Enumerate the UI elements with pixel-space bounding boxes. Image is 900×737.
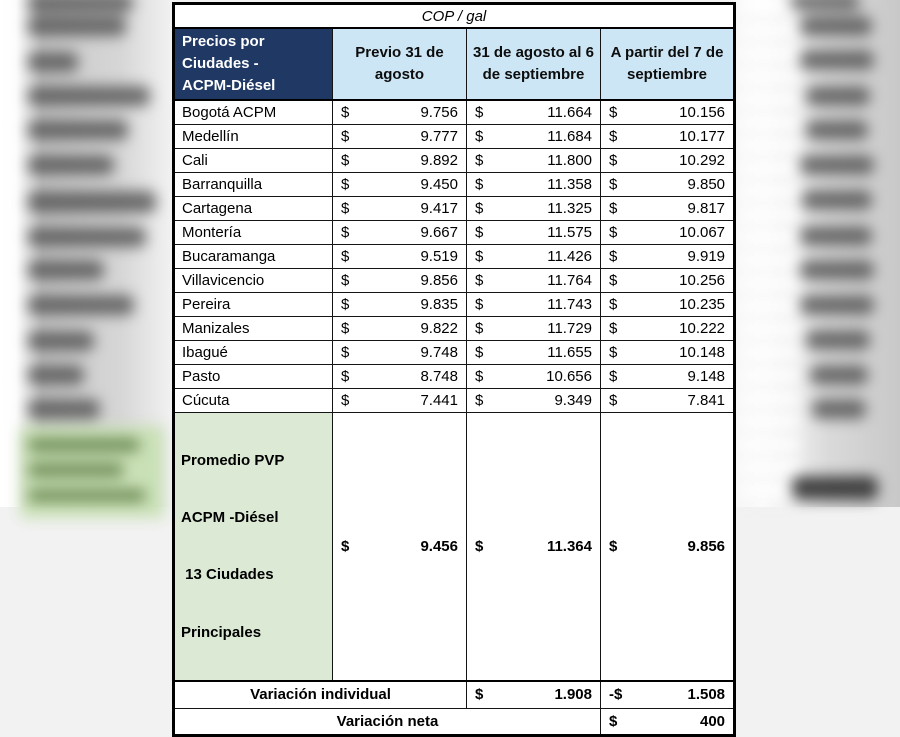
column-header-cities-line1: Precios por Ciudades -	[182, 33, 265, 72]
price-value: 10.067	[679, 224, 726, 241]
variation-net-period3	[601, 708, 735, 735]
currency-symbol: $	[341, 537, 350, 555]
currency-symbol: $	[609, 392, 618, 409]
city-cell: Bogotá ACPM	[174, 100, 333, 125]
table-row	[174, 293, 735, 317]
blur-smudge	[28, 16, 126, 36]
city-cell: Ibagué	[174, 341, 333, 365]
currency-symbol: $	[341, 344, 350, 361]
price-cell-period3	[601, 221, 735, 245]
price-cell-period2	[467, 100, 601, 125]
price-cell-period2	[467, 149, 601, 173]
currency-symbol: $	[341, 248, 350, 265]
price-value: 10.148	[679, 344, 726, 361]
currency-symbol: $	[609, 712, 618, 730]
blur-smudge	[800, 16, 872, 36]
currency-symbol: $	[609, 320, 618, 337]
price-cell-period3	[601, 365, 735, 389]
currency-symbol: $	[475, 686, 484, 704]
blur-smudge	[792, 476, 878, 500]
price-cell-period1	[333, 365, 467, 389]
table-row	[174, 173, 735, 197]
price-cell-period2	[467, 221, 601, 245]
price-value: 9.835	[420, 296, 458, 313]
table-row	[174, 269, 735, 293]
price-value: 9.850	[687, 176, 726, 193]
table-row	[174, 197, 735, 221]
price-value: 1.508	[687, 686, 726, 704]
price-cell-period3	[601, 173, 735, 197]
price-value: 10.235	[679, 296, 726, 313]
price-value: 7.841	[687, 392, 726, 409]
blur-smudge	[800, 295, 874, 315]
summary-label-line: Principales	[181, 623, 262, 641]
currency-symbol: $	[341, 392, 350, 409]
currency-symbol: $	[341, 176, 350, 193]
blur-smudge	[810, 365, 868, 385]
price-cell-period3	[601, 149, 735, 173]
blur-smudge	[800, 260, 874, 280]
currency-symbol: $	[341, 104, 350, 121]
price-cell-period2	[467, 293, 601, 317]
price-cell-period1	[333, 341, 467, 365]
currency-symbol: $	[475, 320, 484, 337]
price-value: 10.222	[679, 320, 726, 337]
blur-smudge	[28, 120, 128, 140]
price-value: 9.777	[420, 128, 458, 145]
currency-symbol: $	[609, 344, 618, 361]
city-cell: Villavicencio	[174, 269, 333, 293]
price-value: 9.349	[554, 392, 592, 409]
city-cell: Cartagena	[174, 197, 333, 221]
price-value: 9.148	[687, 368, 726, 385]
blur-smudge	[806, 86, 870, 106]
price-cell-period3	[601, 100, 735, 125]
blur-smudge	[28, 295, 134, 315]
city-cell: Bucaramanga	[174, 245, 333, 269]
summary-price-period3	[601, 413, 735, 681]
currency-symbol: $	[609, 176, 618, 193]
price-value: 11.684	[547, 128, 592, 145]
price-cell-period1	[333, 149, 467, 173]
price-cell-period2	[467, 173, 601, 197]
blur-smudge	[806, 330, 870, 350]
price-cell-period3	[601, 389, 735, 413]
header-row	[174, 28, 735, 100]
blur-smudge	[28, 463, 124, 477]
currency-symbol: $	[475, 176, 484, 193]
blur-smudge	[790, 0, 860, 10]
blur-smudge	[28, 155, 114, 175]
unit-row	[174, 4, 735, 29]
currency-symbol: $	[341, 128, 350, 145]
price-cell-period1	[333, 245, 467, 269]
currency-symbol: $	[475, 224, 484, 241]
price-value: 9.919	[687, 248, 726, 265]
price-cell-period1	[333, 293, 467, 317]
price-cell-period2	[467, 197, 601, 221]
price-value: 11.364	[546, 537, 592, 555]
price-value: 9.519	[420, 248, 458, 265]
price-value: 11.800	[547, 152, 592, 169]
price-value: 10.292	[679, 152, 726, 169]
column-header-period2: 31 de agosto al 6 de septiembre	[467, 28, 601, 100]
price-value: 9.822	[420, 320, 458, 337]
price-cell-period2	[467, 269, 601, 293]
table-row	[174, 341, 735, 365]
price-value: 9.450	[420, 176, 458, 193]
blur-smudge	[812, 399, 866, 419]
blur-cell-band	[741, 0, 799, 507]
column-header-period3: A partir del 7 de septiembre	[601, 28, 735, 100]
blur-smudge	[28, 191, 156, 213]
price-cell-period1	[333, 221, 467, 245]
price-value: 11.426	[547, 248, 592, 265]
price-value: 10.656	[546, 368, 592, 385]
summary-row	[174, 413, 735, 681]
price-cell-period1	[333, 389, 467, 413]
currency-symbol: $	[475, 152, 484, 169]
city-cell: Cali	[174, 149, 333, 173]
price-cell-period1	[333, 317, 467, 341]
price-value: 9.892	[420, 152, 458, 169]
price-value: 10.256	[679, 272, 726, 289]
price-cell-period3	[601, 197, 735, 221]
price-cell-period3	[601, 293, 735, 317]
table-row	[174, 221, 735, 245]
table-row	[174, 100, 735, 125]
blur-smudge	[28, 438, 140, 452]
table-row	[174, 317, 735, 341]
price-cell-period2	[467, 245, 601, 269]
currency-symbol: $	[475, 272, 484, 289]
currency-symbol: $	[341, 320, 350, 337]
summary-label	[174, 413, 333, 681]
price-cell-period3	[601, 269, 735, 293]
currency-symbol: $	[609, 224, 618, 241]
variation-individual-label: Variación individual	[174, 681, 467, 709]
blur-smudge	[28, 399, 100, 419]
currency-symbol: $	[475, 128, 484, 145]
price-cell-period2	[467, 125, 601, 149]
currency-symbol: $	[341, 368, 350, 385]
variation-net-label: Variación neta	[174, 708, 601, 735]
column-header-cities	[174, 28, 333, 100]
price-cell-period3	[601, 245, 735, 269]
summary-label-line: ACPM -Diésel	[181, 509, 279, 527]
price-value: 11.764	[547, 272, 592, 289]
blur-smudge	[800, 50, 874, 70]
table-row	[174, 245, 735, 269]
blur-smudge	[28, 331, 94, 351]
currency-symbol: $	[341, 272, 350, 289]
price-value: 9.856	[420, 272, 458, 289]
blur-smudge	[800, 226, 872, 246]
price-value: 11.655	[547, 344, 592, 361]
price-cell-period1	[333, 125, 467, 149]
table-row	[174, 365, 735, 389]
currency-symbol: $	[341, 152, 350, 169]
price-cell-period1	[333, 100, 467, 125]
price-value: 9.667	[420, 224, 458, 241]
blur-smudge	[28, 489, 146, 502]
currency-symbol: $	[609, 272, 618, 289]
price-cell-period3	[601, 125, 735, 149]
blur-smudge	[28, 0, 133, 12]
city-cell: Cúcuta	[174, 389, 333, 413]
currency-symbol: $	[341, 296, 350, 313]
currency-symbol: $	[341, 200, 350, 217]
currency-symbol: $	[609, 368, 618, 385]
blur-smudge	[802, 190, 872, 210]
price-value: 7.441	[420, 392, 458, 409]
city-cell: Montería	[174, 221, 333, 245]
currency-symbol: $	[609, 104, 618, 121]
currency-symbol: $	[609, 128, 618, 145]
summary-label-line: Promedio PVP	[181, 452, 285, 470]
summary-label-line: 13 Ciudades	[181, 566, 274, 584]
price-value: 11.358	[547, 176, 592, 193]
currency-symbol: $	[475, 104, 484, 121]
price-cell-period1	[333, 269, 467, 293]
price-value: 10.156	[679, 104, 726, 121]
summary-price-period1	[333, 413, 467, 681]
price-cell-period2	[467, 389, 601, 413]
currency-symbol: $	[609, 537, 618, 555]
currency-symbol: $	[475, 344, 484, 361]
price-cell-period2	[467, 365, 601, 389]
currency-symbol: $	[475, 368, 484, 385]
price-value: 9.748	[420, 344, 458, 361]
column-header-period1: Previo 31 de agosto	[333, 28, 467, 100]
currency-symbol: -$	[609, 686, 623, 704]
price-value: 9.456	[420, 537, 458, 555]
variation-individual-period3	[601, 681, 735, 709]
currency-symbol: $	[475, 537, 484, 555]
price-value: 11.325	[547, 200, 592, 217]
price-value: 10.177	[679, 128, 726, 145]
city-cell: Medellín	[174, 125, 333, 149]
unit-label: COP / gal	[174, 4, 735, 29]
price-cell-period3	[601, 341, 735, 365]
price-value: 9.756	[420, 104, 458, 121]
currency-symbol: $	[475, 392, 484, 409]
variation-net-row	[174, 708, 735, 735]
currency-symbol: $	[609, 248, 618, 265]
variation-individual-row	[174, 681, 735, 709]
currency-symbol: $	[475, 296, 484, 313]
price-cell-period1	[333, 173, 467, 197]
blur-smudge	[28, 86, 150, 106]
price-value: 9.417	[420, 200, 458, 217]
blur-smudge	[806, 120, 868, 140]
column-header-cities-line2: ACPM-Diésel	[182, 77, 276, 94]
price-value: 11.664	[547, 104, 592, 121]
price-value: 9.856	[687, 537, 726, 555]
price-cell-period3	[601, 317, 735, 341]
table-row	[174, 149, 735, 173]
price-cell-period2	[467, 341, 601, 365]
price-value: 400	[700, 712, 726, 730]
table-row	[174, 389, 735, 413]
price-value: 11.575	[547, 224, 592, 241]
variation-individual-period2	[467, 681, 601, 709]
summary-price-period2	[467, 413, 601, 681]
price-value: 11.743	[547, 296, 592, 313]
blur-smudge	[28, 260, 104, 280]
currency-symbol: $	[475, 248, 484, 265]
currency-symbol: $	[609, 296, 618, 313]
blur-smudge	[800, 155, 874, 175]
price-value: 1.908	[554, 686, 592, 704]
price-value: 11.729	[547, 320, 592, 337]
blur-smudge	[28, 227, 146, 247]
currency-symbol: $	[475, 200, 484, 217]
blur-smudge	[28, 365, 84, 385]
price-table	[172, 2, 736, 737]
price-cell-period1	[333, 197, 467, 221]
city-cell: Pasto	[174, 365, 333, 389]
city-cell: Manizales	[174, 317, 333, 341]
price-value: 9.817	[687, 200, 726, 217]
price-value: 8.748	[420, 368, 458, 385]
currency-symbol: $	[609, 200, 618, 217]
currency-symbol: $	[609, 152, 618, 169]
table-row	[174, 125, 735, 149]
city-cell: Pereira	[174, 293, 333, 317]
currency-symbol: $	[341, 224, 350, 241]
blur-smudge	[28, 52, 78, 72]
city-cell: Barranquilla	[174, 173, 333, 197]
price-cell-period2	[467, 317, 601, 341]
